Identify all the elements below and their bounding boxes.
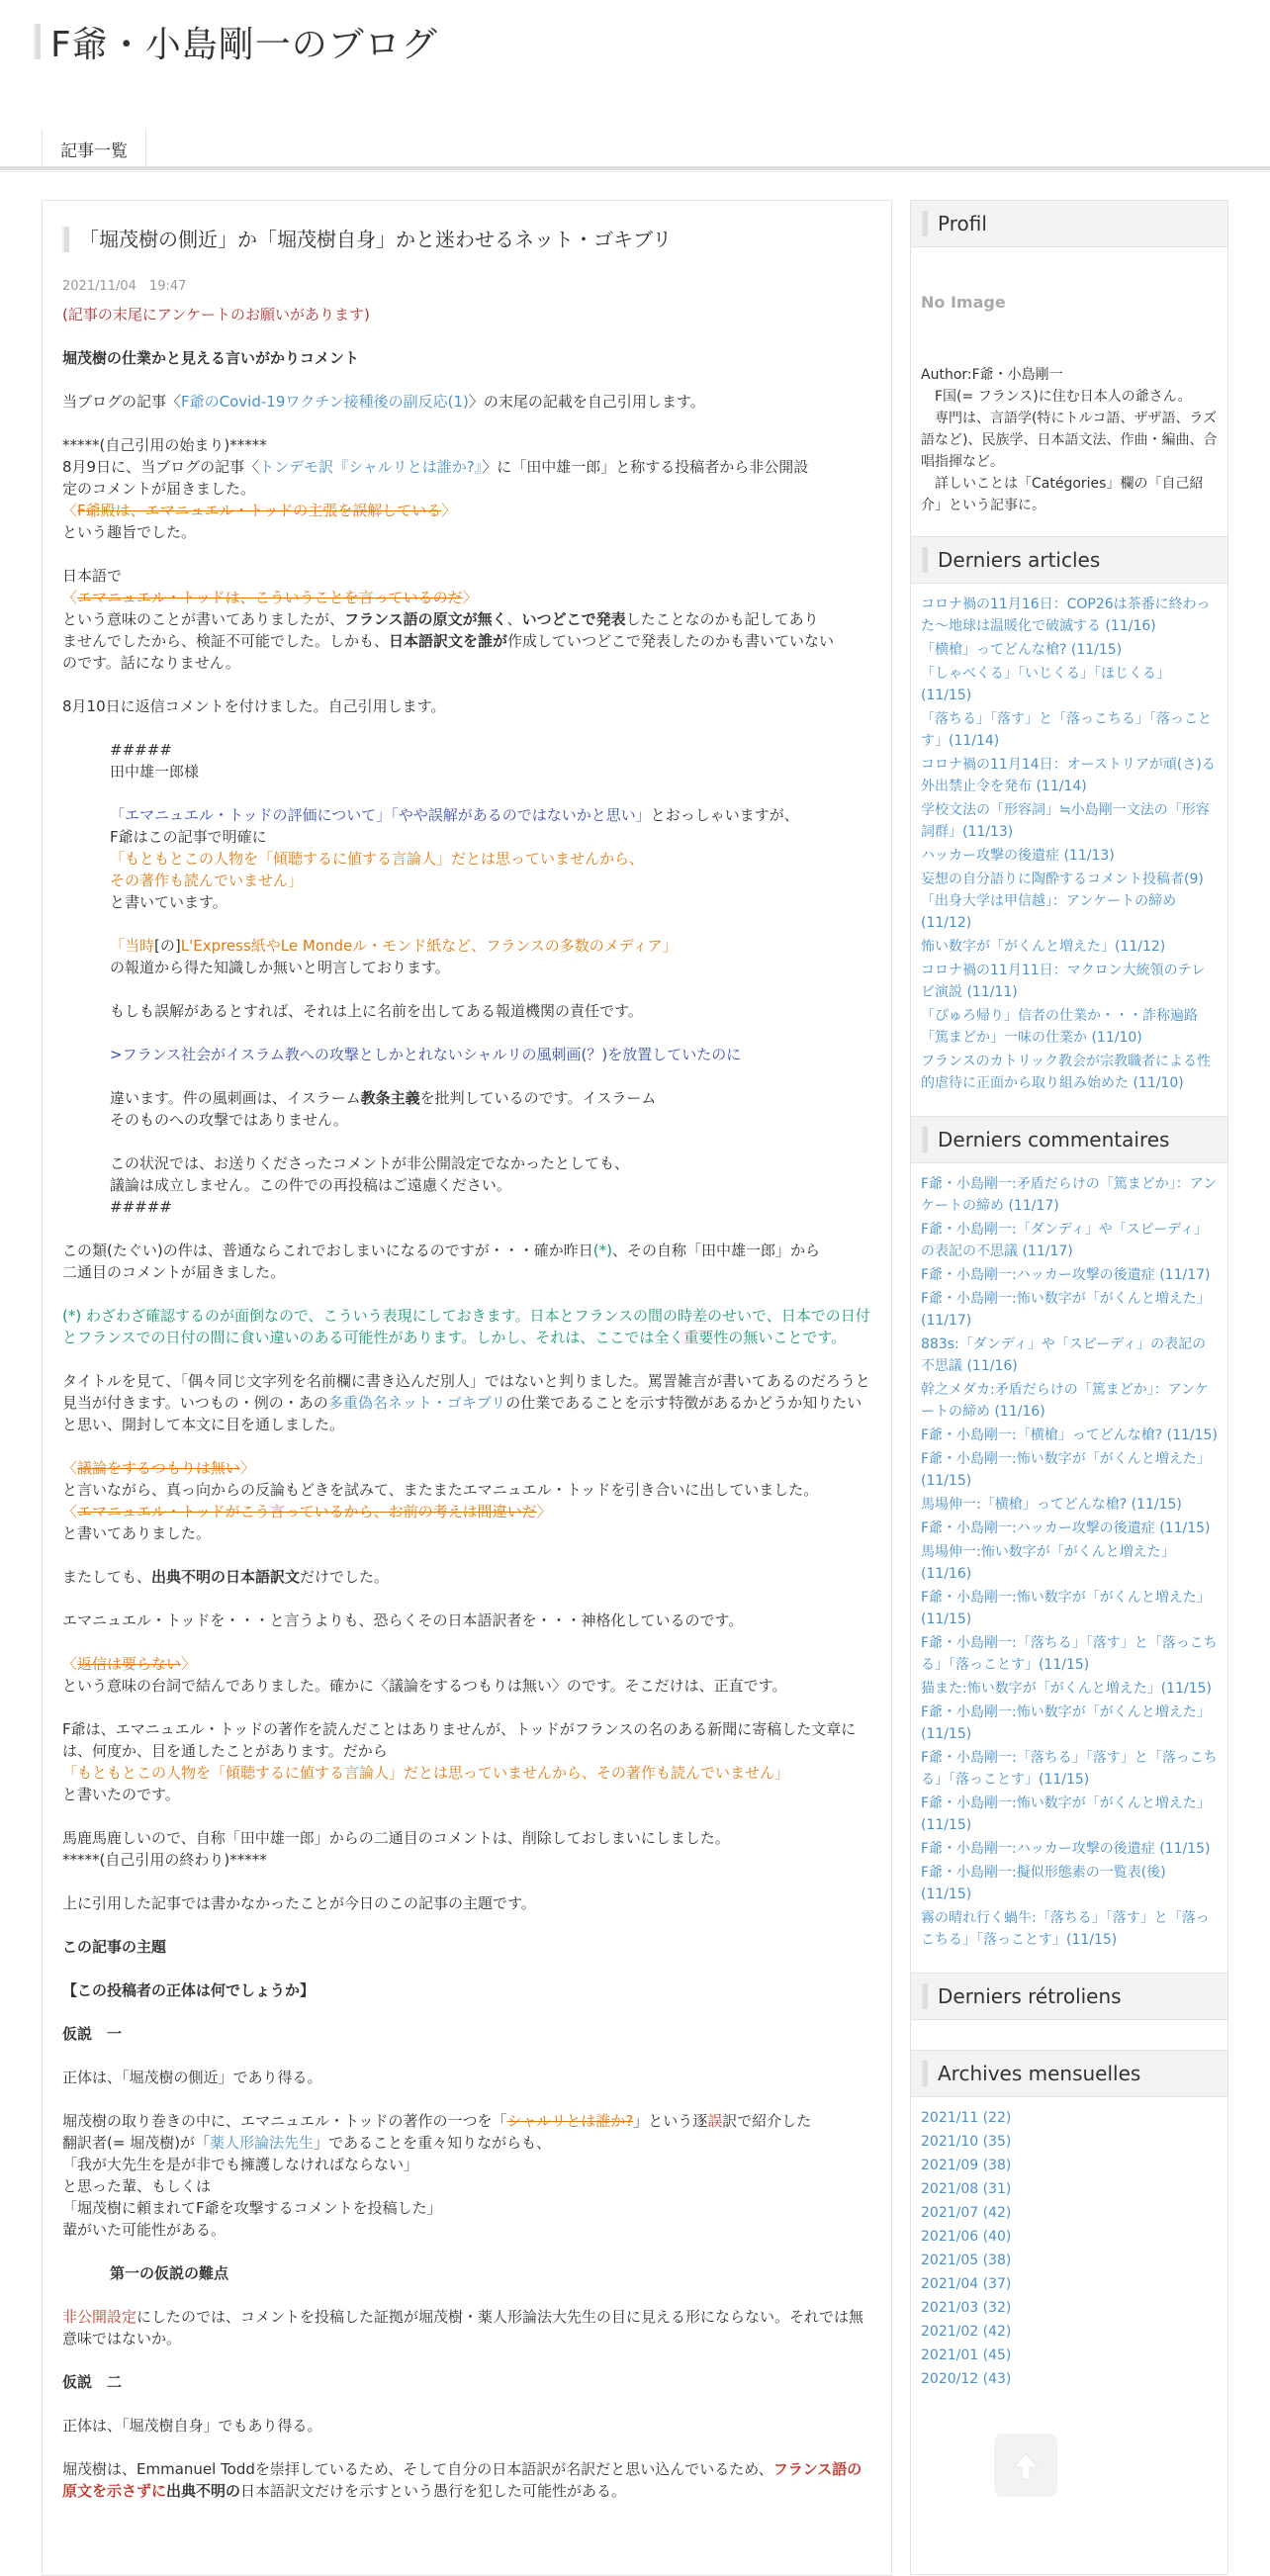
paragraph: ませんでしたから、検証不可能でした。しかも、日本語訳文を誰が作成していつどこで発表したのかも書いていない [62, 632, 835, 650]
list-item[interactable]: F爺・小島剛一:「落ちる」「落す」と「落っこちる」「落っことす」(11/15) [921, 1635, 1218, 1673]
article-date: 2021/11/04 19:47 [62, 279, 187, 294]
section-heading: この記事の主題 [62, 1938, 167, 1956]
paragraph: この類(たぐい)の件は、普通ならこれでおしまいになるのですが・・・確か昨日(*)、その自称「田中雄一郎」から [62, 1242, 820, 1259]
paragraph: F爺は、エマニュエル・トッドの著作を読んだことはありませんが、トッドがフランスの名のある新聞に寄稿した文章には、何度か、目を通したことがあります。だから [62, 1720, 857, 1760]
quoted-phrase: その著作も読んでいません」 [110, 872, 304, 889]
article-header [62, 227, 871, 252]
article-title[interactable]: 「堀茂樹の側近」か「堀茂樹自身」かと迷わせるネット・ゴキブリ [79, 228, 673, 251]
list-item[interactable]: F爺・小島剛一:矛盾だらけの「篤まどか」：アンケートの締め (11/17) [921, 1176, 1218, 1214]
recent-articles-header [911, 536, 1227, 584]
list-item[interactable]: コロナ禍の11月11日：マクロン大統領のテレビ演説 (11/11) [921, 963, 1206, 1000]
list-item[interactable]: 馬場伸一:怖い数字が「がくんと増えた」(11/16) [921, 1544, 1175, 1582]
quoted-phrase: 「もともとこの人物を「傾聴するに値する言論人」だとは思っていませんから、その著作も読んでいません」 [62, 1764, 790, 1782]
paragraph: 正体は、「堀茂樹自身」でもあり得る。 [62, 2417, 322, 2435]
paragraph: と書いてありました。 [62, 1524, 212, 1542]
header-bar [921, 1983, 928, 2009]
paragraph: 日本語で [62, 567, 123, 585]
paragraph: 「堀茂樹に頼まれてF爺を攻撃するコメントを投稿した」 [62, 2199, 442, 2217]
separator: ##### [110, 741, 172, 759]
list-item[interactable]: 2021/06 (40) [921, 2229, 1012, 2245]
paragraph: と言いながら、真っ向からの反論もどきを試みて、またまたエマニュエル・トッドを引き合いに出していました。 [62, 1481, 819, 1499]
article-link[interactable]: トンデモ訳『シャルリとは誰か?』 [259, 458, 483, 476]
section-heading: 堀茂樹の仕業かと見える言いがかりコメント [62, 349, 360, 367]
widget-title: Derniers articles [938, 548, 1101, 572]
paragraph: 8月9日に、当ブログの記事〈トンデモ訳『シャルリとは誰か?』〉に「田中雄一郎」と称する投稿者から非公開設 [62, 458, 809, 476]
header-bar [921, 2061, 928, 2086]
list-item[interactable]: コロナ禍の11月16日：COP26は茶番に終わった～地球は温暖化で破滅する (11/16) [921, 597, 1211, 634]
quoted-phrase: 「もともとこの人物を「傾聴するに値する言論人」だとは思っていませんから、 [110, 850, 645, 868]
list-item[interactable]: 2021/10 (35) [921, 2134, 1012, 2150]
quote-start: *****(自己引用の始まり)***** [62, 436, 267, 454]
quoted-phrase: 〈エマニュエル・トッドは、こういうことを言っているのだ〉 [62, 589, 478, 606]
trackbacks-header [911, 1973, 1227, 2020]
chevron-up-icon [1006, 2445, 1045, 2485]
paragraph: 議論は成立しません。この件での再投稿はご遠慮ください。 [110, 1176, 511, 1194]
blog-header [34, 22, 438, 65]
list-item[interactable]: 2021/01 (45) [921, 2347, 1012, 2363]
author-name: Author:F爺・小島剛一 [921, 367, 1063, 383]
list-item[interactable]: 2021/03 (32) [921, 2300, 1012, 2316]
paragraph: 堀茂樹の取り巻きの中に、エマニュエル・トッドの著作の一つを「シャルリとは誰か?」という逐誤訳で紹介した [62, 2112, 812, 2130]
archives-header [911, 2050, 1227, 2097]
list-item[interactable]: F爺・小島剛一:怖い数字が「がくんと増えた」(11/15) [921, 1704, 1211, 1742]
list-item[interactable]: 2021/04 (37) [921, 2276, 1012, 2292]
paragraph: 「我が大先生を是が非でも擁護しなければならない」 [62, 2156, 419, 2173]
footnote: (*) わざわざ確認するのが面倒なので、こういう表現にしておきます。日本とフランスの間の時差のせいで、日本での日付とフランスでの日付の間に食い違いのある可能性があります。しかし、それは、ここでは全く重要性の無いことです。 [62, 1307, 870, 1346]
separator: ##### [110, 1198, 172, 1216]
paragraph: タイトルを見て、「偶々同じ文字列を名前欄に書き込んだ別人」ではないと判りました。罵詈雑言が書いてあるのだろうと見当が付きます。いつもの・例の・あの多重偽名ネット・ゴキブリの仕業であることを示す特徴があるかどうか知りたいと思い、開封して本文に目を通しました。 [62, 1372, 870, 1433]
quoted-phrase: 〈議論をするつもりは無い〉 [62, 1459, 255, 1477]
section-heading: 第一の仮説の難点 [110, 2264, 229, 2282]
list-item[interactable]: 「落ちる」「落す」と「落っこちる」「落っことす」(11/14) [921, 711, 1212, 749]
article-container [42, 200, 892, 2576]
list-item[interactable]: F爺・小島剛一:「ダンディ」や「スピーディ」の表記の不思議 (11/17) [921, 1222, 1209, 1259]
article-link[interactable]: F爺のCovid-19ワクチン接種後の副反応(1) [181, 393, 469, 411]
list-item[interactable]: 2021/09 (38) [921, 2158, 1012, 2173]
list-item[interactable]: F爺・小島剛一:「落ちる」「落す」と「落っこちる」「落っことす」(11/15) [921, 1750, 1218, 1788]
list-item[interactable]: フランスのカトリック教会が宗教職者による性的虐待に正面から取り組み始めた (11/10) [921, 1054, 1212, 1091]
paragraph: 「当時[の]L'Express紙やLe Mondeル・モンド紙など、フランスの多数のメディア」 [110, 937, 678, 955]
article-title-bar [62, 227, 69, 252]
list-item[interactable]: 「横槍」ってどんな槍? (11/15) [921, 642, 1123, 658]
list-item[interactable]: 霧の晴れ行く蝸牛:「落ちる」「落す」と「落っこちる」「落っことす」(11/15) [921, 1910, 1210, 1948]
title-bar-decoration [34, 24, 41, 59]
paragraph: もしも誤解があるとすれば、それは上に名前を出してある報道機関の責任です。 [110, 1002, 643, 1020]
tab-article-list[interactable]: 記事一覧 [42, 129, 146, 169]
list-item[interactable]: 2021/07 (42) [921, 2205, 1012, 2221]
paragraph: エマニュエル・トッドを・・・と言うよりも、恐らくその日本語訳者を・・・神格化しているのです。 [62, 1611, 744, 1629]
paragraph: 当ブログの記事〈F爺のCovid-19ワクチン接種後の副反応(1)〉の末尾の記載を自己引用します。 [62, 393, 705, 411]
nav-divider-light [0, 171, 1270, 172]
list-item[interactable]: 学校文法の「形容詞」≒小島剛一文法の「形容詞群」(11/13) [921, 802, 1210, 840]
list-item[interactable]: 883s:「ダンディ」や「スピーディ」の表記の不思議 (11/16) [921, 1336, 1207, 1374]
addressee: 田中雄一郎様 [110, 763, 200, 781]
archives-list [911, 2097, 1227, 2400]
nav-divider [0, 166, 1270, 170]
paragraph: 違います。件の風刺画は、イスラーム教条主義を批判しているのです。イスラーム [110, 1089, 657, 1107]
article-link[interactable]: 多重偽名ネット・ゴキブリ [327, 1394, 506, 1412]
paragraph: 堀茂樹は、Emmanuel Toddを崇拝しているため、そして自分の日本語訳が名訳だと思い込んでいるため、フランス語の原文を示さずに出典不明の日本語訳文だけを示すという愚行を犯した可能性がある。 [62, 2460, 862, 2500]
section-heading: 【この投稿者の正体は何でしょうか】 [62, 1981, 316, 1999]
list-item[interactable]: F爺・小島剛一:怖い数字が「がくんと増えた」(11/15) [921, 1590, 1211, 1627]
list-item[interactable]: F爺・小島剛一:怖い数字が「がくんと増えた」(11/15) [921, 1795, 1211, 1833]
list-item[interactable]: 怖い数字が「がくんと増えた」(11/12) [921, 939, 1166, 955]
reply-quote [62, 739, 871, 1218]
paragraph: 翻訳者(= 堀茂樹)が「薬人形論法先生」であることを重々知りながらも、 [62, 2134, 552, 2152]
sidebar [910, 200, 1228, 2575]
list-item[interactable]: 2021/11 (22) [921, 2110, 1012, 2126]
profile-line: 詳しいことは「Catégories」欄の「自己紹介」という記事に。 [921, 476, 1204, 513]
paragraph: という意味のことが書いてありましたが、フランス語の原文が無く、いつどこで発表したことなのかも記してあり [62, 610, 819, 628]
paragraph: のです。話になりません。 [62, 654, 240, 672]
recent-comments-header [911, 1116, 1227, 1163]
header-bar [921, 211, 928, 236]
paragraph: と書いています。 [110, 893, 227, 911]
paragraph: という意味の台詞で結んでありました。確かに〈議論をするつもりは無い〉のです。そこだけは、正直です。 [62, 1677, 787, 1695]
paragraph: と思った輩、もしくは [62, 2177, 212, 2195]
list-item[interactable]: F爺・小島剛一:怖い数字が「がくんと増えた」(11/17) [921, 1291, 1211, 1329]
widget-title: Profil [938, 212, 987, 235]
paragraph: またしても、出典不明の日本語訳文だけでした。 [62, 1568, 390, 1586]
profile-line: F国(= フランス)に住む日本人の爺さん。 [921, 389, 1192, 405]
section-heading: 仮説 一 [62, 2025, 123, 2043]
list-item[interactable]: 「ぴゅろ帰り」信者の仕業か・・・詐称遍路「篤まどか」一味の仕業か (11/10) [921, 1008, 1198, 1046]
header-bar [921, 547, 928, 573]
list-item[interactable]: F爺・小島剛一:ハッカー攻撃の後遺症 (11/17) [921, 1267, 1211, 1283]
paragraph: と書いたのです。 [62, 1786, 180, 1803]
scroll-to-top-button[interactable] [994, 2434, 1057, 2497]
list-item[interactable]: F爺・小島剛一:ハッカー攻撃の後遺症 (11/15) [921, 1520, 1211, 1536]
profile-line: 専門は、言語学(特にトルコ語、ザザ語、ラズ語など)、民族学、日本語文法、作曲・編曲、合唱指揮など。 [921, 411, 1218, 470]
paragraph: そのものへの攻撃ではありません。 [110, 1111, 348, 1129]
paragraph: 定のコメントが届きました。 [62, 480, 256, 498]
recent-articles-list [911, 584, 1227, 1104]
quote-end: *****(自己引用の終わり)***** [62, 1851, 267, 1869]
list-item[interactable]: ハッカー攻撃の後遺症 (11/13) [921, 848, 1115, 864]
list-item[interactable]: 2020/12 (43) [921, 2371, 1012, 2387]
paragraph: 「エマニュエル・トッドの評価について」「やや誤解があるのではないかと思い」とおっしゃいますが、 [110, 806, 799, 824]
list-item[interactable]: F爺・小島剛一:擬似形態素の一覧表(後) (11/15) [921, 1865, 1166, 1902]
profile-header [911, 200, 1227, 247]
blog-title[interactable]: F爺・小島剛一のブログ [50, 24, 438, 65]
paragraph: 馬鹿馬鹿しいので、自称「田中雄一郎」からの二通目のコメントは、削除しておしまいにしました。 [62, 1829, 730, 1847]
nav-bar [42, 129, 146, 169]
list-item[interactable]: 2021/05 (38) [921, 2253, 1012, 2268]
list-item[interactable]: コロナ禍の11月14日：オーストリアが頑(さ)る外出禁止令を発布 (11/14) [921, 757, 1216, 794]
paragraph: 輩がいた可能性がある。 [62, 2221, 227, 2239]
paragraph: の報道から得た知識しか無いと明言しております。 [110, 959, 450, 976]
paragraph: 二通目のコメントが届きました。 [62, 1263, 286, 1281]
list-item[interactable]: 2021/02 (42) [921, 2324, 1012, 2340]
paragraph: この状況では、お送りくださったコメントが非公開設定でなかったとしても、 [110, 1154, 630, 1172]
list-item[interactable]: 2021/08 (31) [921, 2181, 1012, 2197]
list-item[interactable]: 馬場伸一:「横槍」ってどんな槍? (11/15) [921, 1497, 1182, 1513]
list-item[interactable]: F爺・小島剛一:怖い数字が「がくんと増えた」(11/15) [921, 1451, 1211, 1489]
list-item[interactable]: 猫また:怖い数字が「がくんと増えた」(11/15) [921, 1681, 1212, 1697]
section-heading: 仮説 二 [62, 2373, 123, 2391]
list-item[interactable]: 「しゃべくる」「いじくる」「ほじくる」(11/15) [921, 666, 1170, 703]
list-item[interactable]: F爺・小島剛一:「横槍」ってどんな槍? (11/15) [921, 1427, 1218, 1443]
quoted-phrase: 〈F爺殿は、エマニュエル・トッドの主張を誤解している〉 [62, 502, 457, 519]
quoted-phrase: 〈返信は要らない〉 [62, 1655, 197, 1673]
recent-comments-list [911, 1163, 1227, 1961]
paragraph: という趣旨でした。 [62, 523, 197, 541]
paragraph: 上に引用した記事では書かなかったことが今日のこの記事の主題です。 [62, 1894, 536, 1912]
profile-text [911, 356, 1227, 524]
paragraph: 非公開設定にしたのでは、コメントを投稿した証拠が堀茂樹・薬人形論法大先生の目に見える形にならない。それでは無意味ではないか。 [62, 2308, 864, 2347]
article-link[interactable]: 薬人形論法先生 [210, 2134, 315, 2152]
avatar: No Image [921, 292, 1006, 312]
list-item[interactable]: 妄想の自分語りに陶酔するコメント投稿者(9)「出身大学は甲信越」：アンケートの締め (11/12) [921, 872, 1204, 931]
paragraph: 正体は、「堀茂樹の側近」であり得る。 [62, 2069, 322, 2086]
survey-notice: (記事の末尾にアンケートのお願いがあります) [62, 306, 370, 323]
widget-title: Derniers commentaires [938, 1128, 1170, 1151]
header-bar [921, 1127, 928, 1152]
list-item[interactable]: F爺・小島剛一:ハッカー攻撃の後遺症 (11/15) [921, 1841, 1211, 1857]
quoted-phrase: >フランス社会がイスラム教への攻撃としかとれないシャルリの風刺画(？)を放置していたのに [110, 1046, 742, 1063]
paragraph: F爺はこの記事で明確に [110, 828, 267, 846]
paragraph: 8月10日に返信コメントを付けました。自己引用します。 [62, 697, 446, 715]
widget-title: Derniers rétroliens [938, 1984, 1122, 2008]
list-item[interactable]: 幹之メダカ:矛盾だらけの「篤まどか」：アンケートの締め (11/16) [921, 1382, 1209, 1420]
widget-title: Archives mensuelles [938, 2062, 1141, 2085]
quoted-phrase: 〈エマニュエル・トッドがこう言っているから、お前の考えは間違いだ〉 [62, 1503, 552, 1520]
